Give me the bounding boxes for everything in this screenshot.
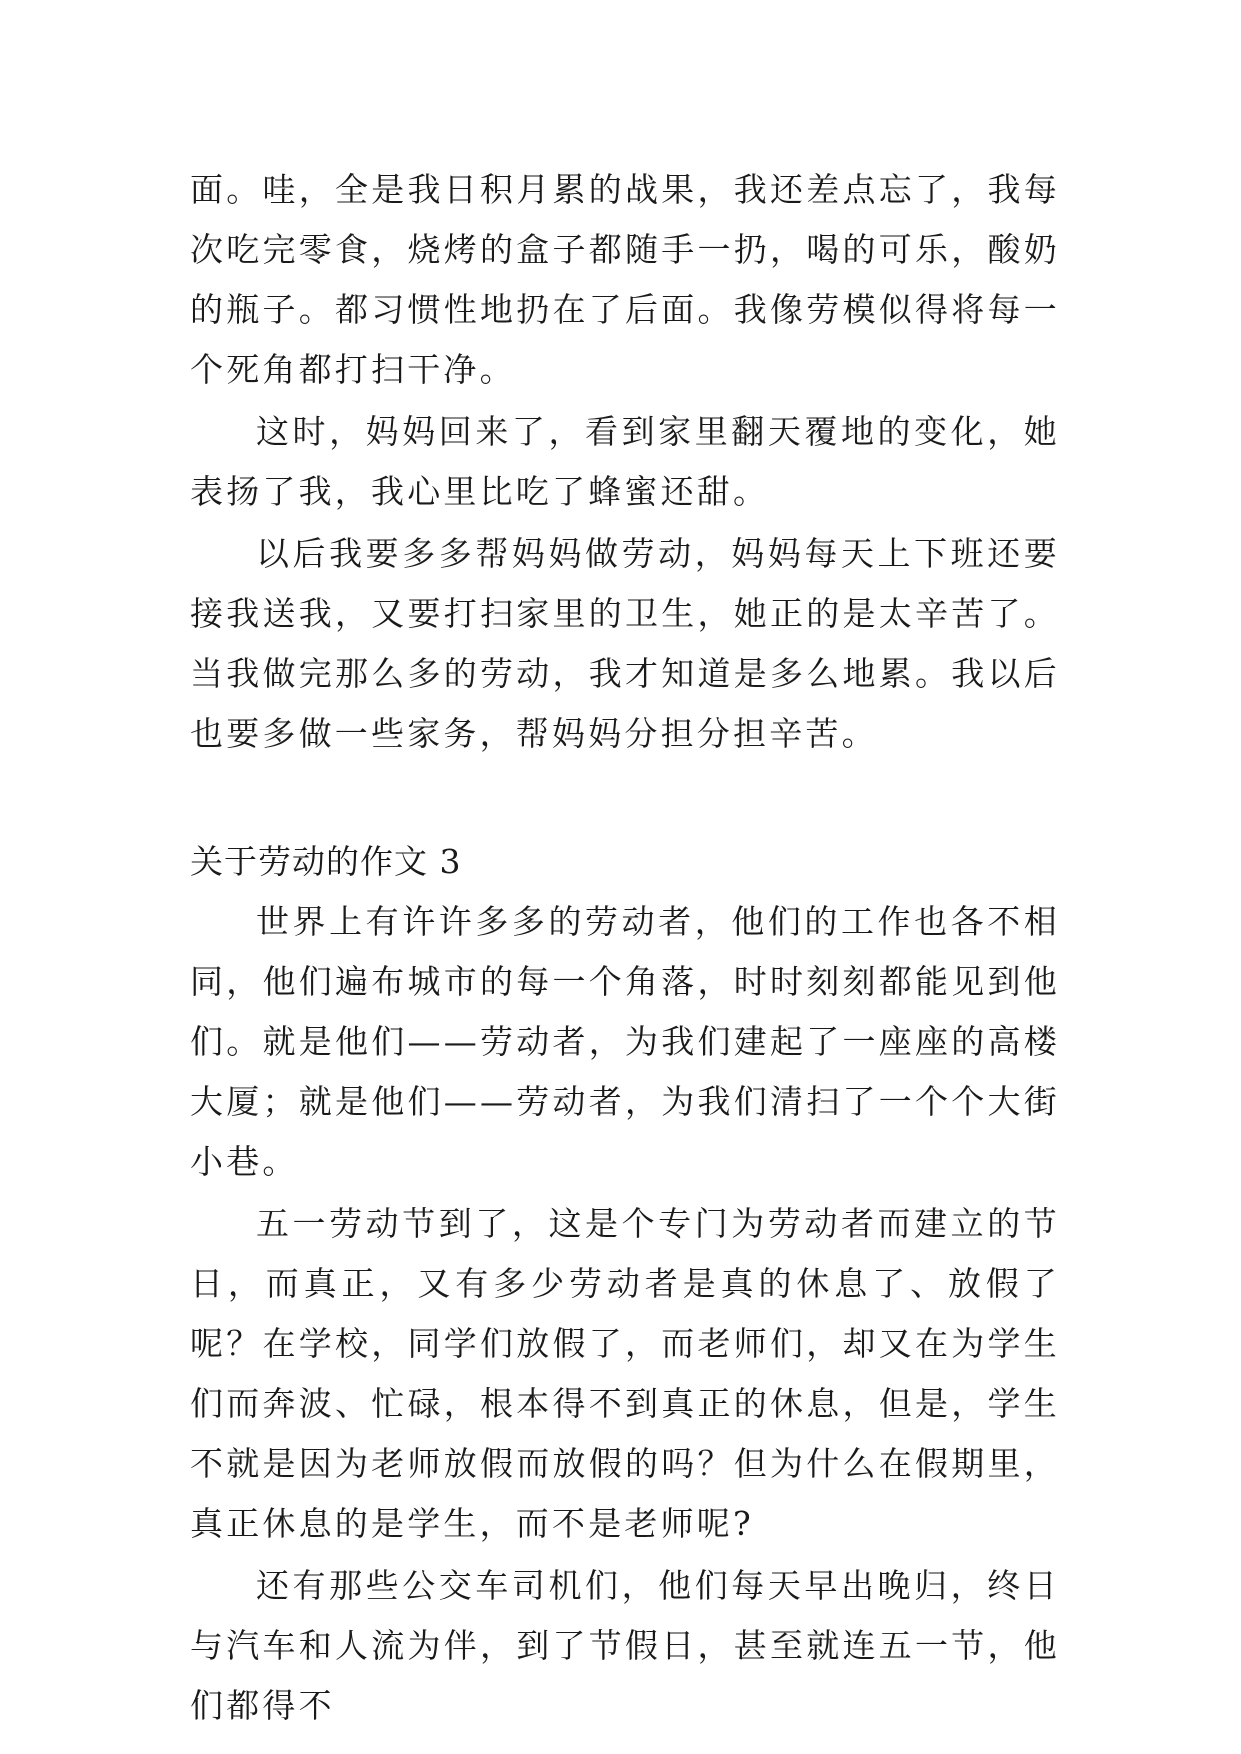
- paragraph-labor-day: 五一劳动节到了，这是个专门为劳动者而建立的节日，而真正，又有多少劳动者是真的休息了、放假了呢？在学校，同学们放假了，而老师们，却又在为学生们而奔波、忙碌，根本得不到真正的休息，但是，学生不就是因为老师放假而放假的吗？但为什么在假期里，真正休息的是学生，而不是老师呢?: [190, 1204, 1060, 1543]
- section-title: 关于劳动的作文 3: [190, 842, 462, 881]
- document-body: [190, 160, 1060, 1738]
- paragraph-mother-returns: 这时，妈妈回来了，看到家里翻天覆地的变化，她表扬了我，我心里比吃了蜂蜜还甜。: [190, 412, 1060, 511]
- paragraph-cleaning-end: 面。哇，全是我日积月累的战果，我还差点忘了，我每次吃完零食，烧烤的盒子都随手一扔，喝的可乐，酸奶的瓶子。都习惯性地扔在了后面。我像劳模似得将每一个死角都打扫干净。: [190, 170, 1060, 389]
- paragraph-bus-drivers: 还有那些公交车司机们，他们每天早出晚归，终日与汽车和人流为伴，到了节假日，甚至就连五一节，他们都得不: [190, 1566, 1060, 1725]
- paragraph-workers-everywhere: 世界上有许许多多的劳动者，他们的工作也各不相同，他们遍布城市的每一个角落，时时刻刻都能见到他们。就是他们——劳动者，为我们建起了一座座的高楼大厦；就是他们——劳动者，为我们清扫了一个个大街小巷。: [190, 902, 1060, 1181]
- paragraph-help-mother: 以后我要多多帮妈妈做劳动，妈妈每天上下班还要接我送我，又要打扫家里的卫生，她正的是太辛苦了。当我做完那么多的劳动，我才知道是多么地累。我以后也要多做一些家务，帮妈妈分担分担辛苦。: [190, 534, 1060, 753]
